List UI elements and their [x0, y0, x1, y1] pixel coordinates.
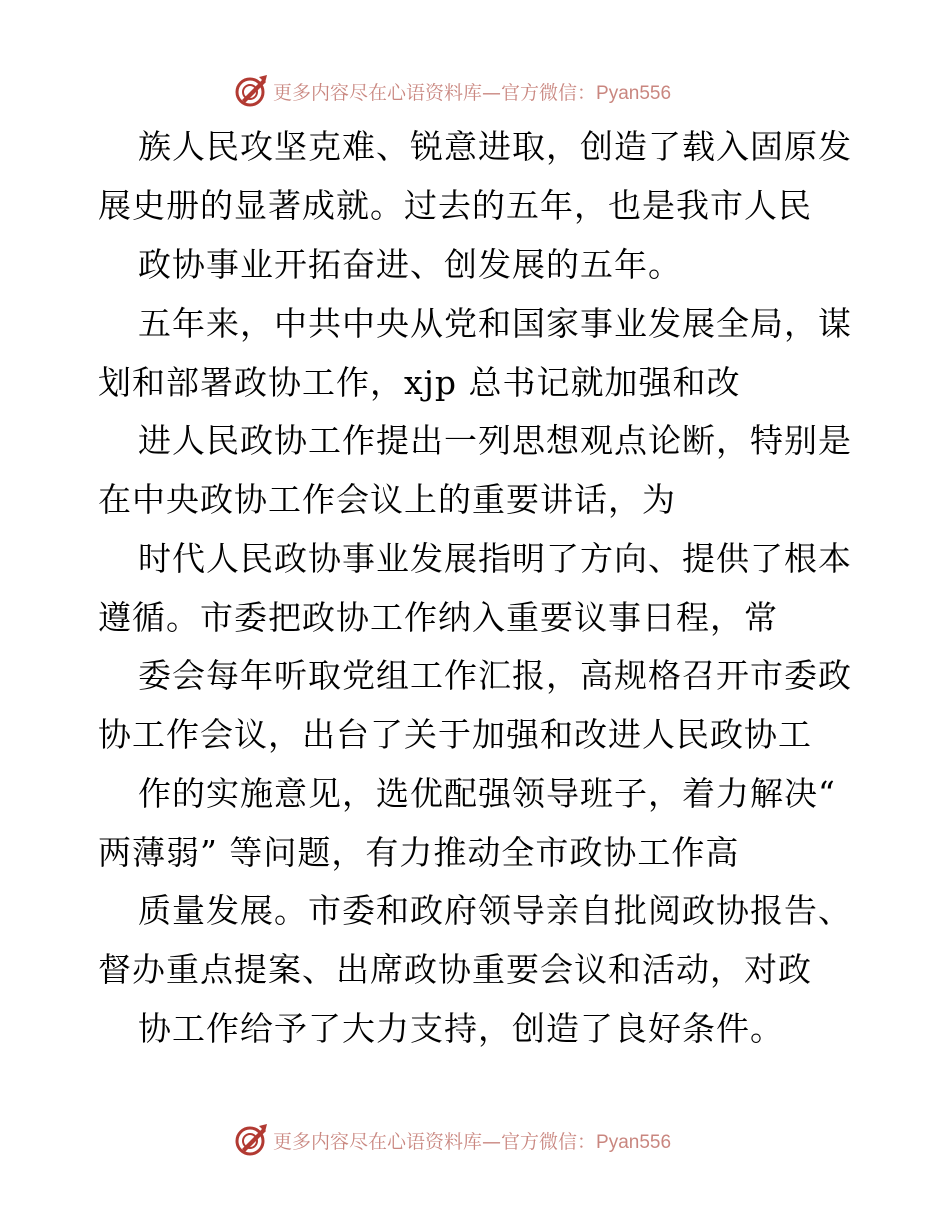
text-line: 政协事业开拓奋进、创发展的五年。 [138, 245, 682, 284]
text-line: 五年来，中共中央从党和国家事业发展全局，谋 [138, 304, 852, 343]
footer-watermark [233, 1120, 671, 1160]
text-line: 遵循。市委把政协工作纳入重要议事日程，常 [98, 598, 778, 637]
text-line: 协工作给予了大力支持，创造了良好条件。 [138, 1009, 784, 1048]
footer-watermark-handle: Pyan556 [596, 1131, 672, 1153]
text-line: 协工作会议，出台了关于加强和改进人民政协工 [98, 715, 812, 754]
text-line: 在中央政协工作会议上的重要讲话，为 [98, 480, 676, 519]
text-line: 族人民攻坚克难、锐意进取，创造了载入固原发 [138, 127, 852, 166]
text-line: 时代人民政协事业发展指明了方向、提供了根本 [138, 539, 852, 578]
text-line: 督办重点提案、出席政协重要会议和活动，对政 [98, 950, 812, 989]
text-line: 进人民政协工作提出一列思想观点论断，特别是 [138, 421, 852, 460]
header-watermark [233, 71, 671, 111]
text-line: 质量发展。市委和政府领导亲自批阅政协报告、 [138, 891, 852, 930]
footer-watermark-text: 更多内容尽在心语资料库—官方微信：Pyan556 [273, 1130, 672, 1153]
quill-logo-icon [233, 1122, 269, 1158]
text-line: 划和部署政协工作，xjp 总书记就加强和改 [98, 363, 741, 402]
header-watermark-text: 更多内容尽在心语资料库—官方微信：Pyan556 [273, 81, 672, 104]
text-line: 展史册的显著成就。过去的五年，也是我市人民 [98, 186, 812, 225]
text-line: 作的实施意见，选优配强领导班子，着力解决“ [138, 774, 836, 813]
text-line: 两薄弱” 等问题，有力推动全市政协工作高 [98, 833, 740, 872]
header-watermark-handle: Pyan556 [596, 82, 672, 104]
quill-logo-icon [233, 73, 269, 109]
text-line: 委会每年听取党组工作汇报，高规格召开市委政 [138, 656, 852, 695]
